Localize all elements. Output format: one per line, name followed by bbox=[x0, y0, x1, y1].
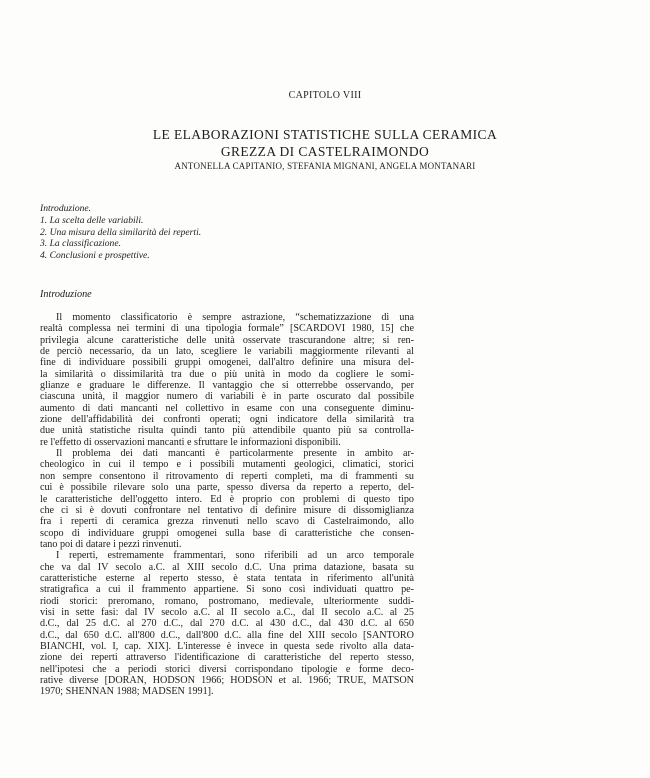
body-text bbox=[40, 312, 414, 698]
body-line: I reperti, estremamente frammentari, sono riferibili ad un arco temporale bbox=[56, 550, 414, 562]
body-line: glianze e graduare le differenze. Il vantaggio che si otterrebbe osservando, per bbox=[40, 380, 414, 392]
body-line: caratteristiche esterne al reperto stesso, è stata tentata in riferimento all'unità bbox=[40, 572, 414, 584]
body-line: Il momento classificatorio è sempre astrazione, “schematizzazione di una bbox=[56, 312, 414, 323]
toc-item: 3. La classificazione. bbox=[40, 238, 122, 250]
body-line: cui è possibile rilevare solo una parte, spesso diversa da reperto a reperto, del- bbox=[40, 482, 414, 494]
body-line: d.C., dal 25 d.C. al 270 d.C., dal 270 d.C. al 430 d.C., dal 430 d.C. al 650 bbox=[40, 618, 414, 630]
body-line: scopo di individuare gruppi omogenei sulla base di caratteristiche che consen- bbox=[40, 527, 414, 539]
body-line: aumento di dati mancanti nel collettivo in esame con una conseguente diminu- bbox=[40, 402, 414, 414]
body-line: fine di individuare possibili gruppi omogenei, dall'altro definire una misura del- bbox=[40, 357, 414, 369]
toc-item: Introduzione. bbox=[40, 203, 92, 214]
authors: ANTONELLA CAPITANIO, STEFANIA MIGNANI, ANGELA MONTANARI bbox=[174, 161, 476, 171]
body-line: tano poi di datare i pezzi rinvenuti. bbox=[40, 538, 182, 550]
body-line: non sempre consentono il ritrovamento di reperti completi, ma di frammenti su bbox=[40, 470, 414, 482]
body-line: due unità statistiche risulta quindi tanto più attendibile quanto più sa controlla- bbox=[40, 425, 414, 437]
body-line: realtà complessa nei termini di una tipologia formale” [SCARDOVI 1980, 15] che bbox=[40, 323, 414, 335]
body-line: fra i reperti di ceramica grezza rinvenuti nello scavo di Castelraimondo, allo bbox=[40, 516, 414, 528]
body-line: la similarità o dissimilarità tra due o più unità in modo da cogliere le somi- bbox=[40, 368, 414, 380]
body-line: cheologico in cui il tempo e i possibili mutamenti geologici, climatici, storici bbox=[40, 459, 414, 471]
body-line: ciascuna unità, il maggior numero di variabili è in parte oscurato dal possibile bbox=[40, 391, 414, 403]
table-of-contents bbox=[40, 203, 600, 262]
toc-item: 1. La scelta delle variabili. bbox=[40, 214, 144, 226]
body-line: zione dell'affidabilità dei confronti operati; ogni indicatore della similarità tra bbox=[40, 414, 414, 426]
body-line: stratigrafica a cui il frammento appartiene. Si sono così individuati quattro pe- bbox=[40, 584, 414, 596]
body-line: le caratteristiche dell'oggetto intero. Ed è proprio con problemi di questo tipo bbox=[40, 493, 414, 505]
body-line: visi in sette fasi: dal IV secolo a.C. al II secolo a.C., dal II secolo a.C. al 25 bbox=[40, 606, 414, 618]
body-line: zione dei reperti attraverso l'identificazione di caratteristiche del reperto stesso, bbox=[40, 652, 414, 664]
toc-item: 2. Una misura della similarità dei reperti. bbox=[40, 226, 202, 238]
body-line: BIANCHI, vol. I, cap. XIX]. L'interesse è invece in questa sede rivolto alla data- bbox=[40, 640, 414, 652]
body-line: Il problema dei dati mancanti è particolarmente presente in ambito ar- bbox=[56, 448, 414, 460]
body-line: re l'effetto di osservazioni mancanti e sfruttare le informazioni disponibili. bbox=[40, 436, 341, 448]
body-line: rative diverse [DORAN, HODSON 1966; HODSON et al. 1966; TRUE, MATSON bbox=[40, 675, 414, 686]
section-heading: Introduzione bbox=[40, 289, 92, 300]
body-line: de perciò necessario, da un lato, scegliere le variabili maggiormente rilevanti al bbox=[40, 346, 414, 358]
chapter-title bbox=[0, 126, 650, 160]
title-line: LE ELABORAZIONI STATISTICHE SULLA CERAMICA bbox=[152, 127, 498, 142]
toc-item: 4. Conclusioni e prospettive. bbox=[40, 250, 150, 262]
body-line: riodi storici: preromano, romano, postromano, medievale, ulteriormente suddi- bbox=[40, 595, 414, 607]
body-line: che ci si è dovuti confrontare nel tentativo di definire misure di dissomiglianza bbox=[40, 504, 414, 516]
body-line: nell'ipotesi che a periodi storici diversi corrispondano tipologie e forme deco- bbox=[40, 663, 414, 675]
title-line: GREZZA DI CASTELRAIMONDO bbox=[220, 144, 430, 159]
body-line: che va dal IV secolo a.C. al XIII secolo d.C. Una prima datazione, basata su bbox=[40, 561, 414, 573]
chapter-heading: CAPITOLO VIII bbox=[288, 90, 362, 101]
body-line: privilegia alcune caratteristiche delle unità osservate trascurandone altre; si ren- bbox=[40, 334, 414, 346]
body-line: d.C., dal 650 d.C. all'800 d.C., dall'800 d.C. alla fine del XIII secolo [SANTORO bbox=[40, 629, 414, 641]
body-line: 1970; SHENNAN 1988; MADSEN 1991]. bbox=[40, 686, 214, 698]
